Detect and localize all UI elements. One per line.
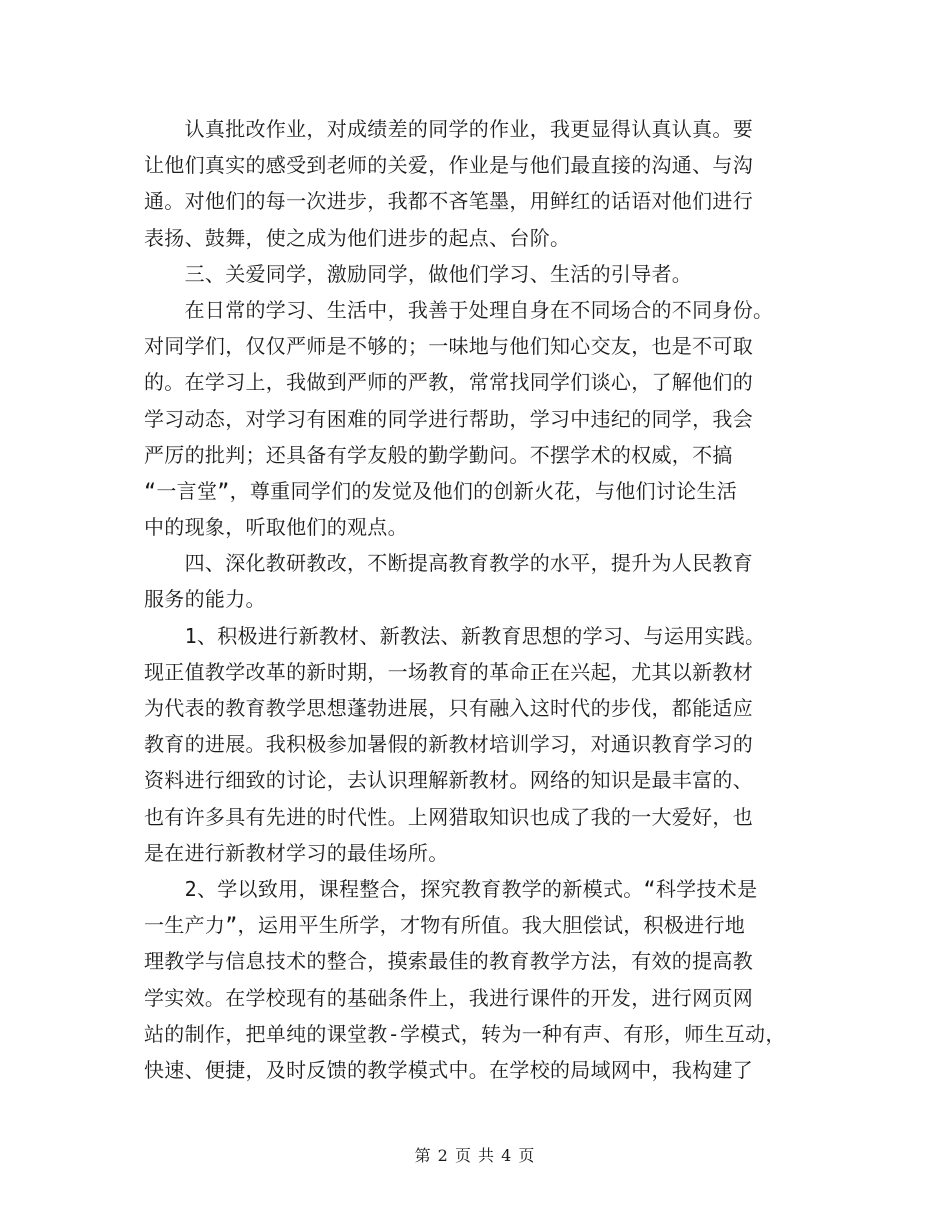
text-line: 是在进行新教材学习的最佳场所。 xyxy=(144,840,449,865)
text-line: 2、学以致用，课程整合，探究教育教学的新模式。“科学技术是 xyxy=(144,876,758,901)
section-heading: 四、深化教研教改，不断提高教育教学的水平，提升为人民教育 xyxy=(144,551,753,576)
text-line: 1、积极进行新教材、新教法、新教育思想的学习、与运用实践。 xyxy=(144,623,766,648)
section-heading: 三、关爱同学，激励同学，做他们学习、生活的引导者。 xyxy=(144,261,693,286)
body-text xyxy=(144,111,820,1088)
text-line: 对同学们，仅仅严师是不够的；一味地与他们知心交友，也是不可取 xyxy=(144,334,753,359)
text-line: 的。在学习上，我做到严师的严教，常常找同学们谈心，了解他们的 xyxy=(144,370,753,395)
section-heading: 服务的能力。 xyxy=(144,587,266,612)
text-line: 理教学与信息技术的整合，摸索最佳的教育教学方法，有效的提高教 xyxy=(144,949,753,974)
text-line: 通。对他们的每一次进步，我都不吝笔墨，用鲜红的话语对他们进行 xyxy=(144,189,753,214)
text-line: 学实效。在学校现有的基础条件上，我进行课件的开发，进行网页网 xyxy=(144,985,753,1010)
text-line: 资料进行细致的讨论，去认识理解新教材。网络的知识是最丰富的、 xyxy=(144,768,753,793)
text-line: 严厉的批判；还具备有学友般的勤学勤问。不摆学术的权威，不搞 xyxy=(144,442,733,467)
text-line: 也有许多具有先进的时代性。上网猎取知识也成了我的一大爱好，也 xyxy=(144,804,753,829)
text-line: “一言堂”，尊重同学们的发觉及他们的创新火花，与他们讨论生活 xyxy=(144,478,738,503)
page-number-footer: 第 2 页 共 4 页 xyxy=(414,1146,536,1165)
text-line: 在日常的学习、生活中，我善于处理自身在不同场合的不同身份。 xyxy=(144,297,774,322)
text-line: 为代表的教育教学思想蓬勃进展，只有融入这时代的步伐，都能适应 xyxy=(144,696,753,720)
text-line: 现正值教学改革的新时期，一场教育的革命正在兴起，尤其以新教材 xyxy=(144,659,753,684)
text-line: 学习动态，对学习有困难的同学进行帮助，学习中违纪的同学，我会 xyxy=(144,406,753,431)
text-line: 快速、便捷，及时反馈的教学模式中。在学校的局域网中，我构建了 xyxy=(144,1057,753,1082)
text-line: 教育的进展。我积极参加暑假的新教材培训学习，对通识教育学习的 xyxy=(144,732,753,757)
text-line: 一生产力”，运用平生所学，才物有所值。我大胆偿试，积极进行地 xyxy=(144,913,746,938)
text-line: 表扬、鼓舞，使之成为他们进步的起点、台阶。 xyxy=(144,225,571,250)
text-line: 让他们真实的感受到老师的关爱，作业是与他们最直接的沟通、与沟 xyxy=(144,153,753,178)
text-line: 中的现象，听取他们的观点。 xyxy=(144,515,408,540)
text-line: 认真批改作业，对成绩差的同学的作业，我更显得认真认真。要 xyxy=(144,117,753,141)
text-line: 站的制作，把单纯的课堂教-学模式，转为一种有声、有形，师生互动， xyxy=(144,1021,786,1046)
